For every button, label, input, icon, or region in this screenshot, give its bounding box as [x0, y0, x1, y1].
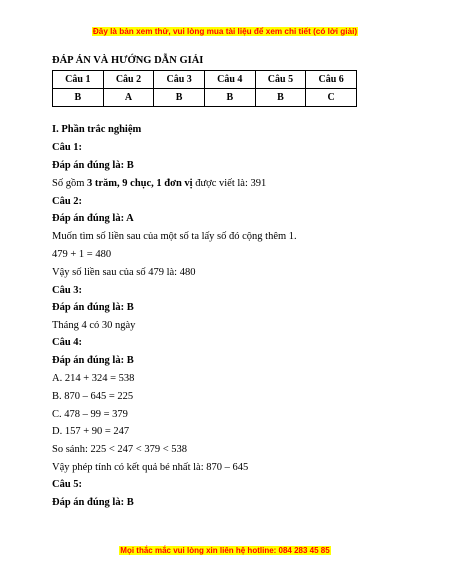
explanation-line: A. 214 + 324 = 538	[52, 373, 135, 384]
table-answer-cell: B	[53, 89, 104, 107]
explanation-line: Vậy phép tính có kết quả bé nhất là: 870 – 645	[52, 462, 249, 473]
answer-table	[52, 70, 357, 107]
explanation-line: B. 870 – 645 = 225	[52, 391, 134, 402]
explanation-line	[52, 177, 266, 190]
answer-table-header-row	[53, 71, 357, 89]
explanation-line: So sánh: 225 < 247 < 379 < 538	[52, 444, 188, 455]
explanation-line: Vậy số liền sau của số 479 là: 480	[52, 267, 196, 278]
table-header-cell: Câu 1	[53, 71, 104, 89]
correct-answer: Đáp án đúng là: A	[52, 213, 134, 224]
hotline-notice-text: Mọi thắc mắc vui lòng xin liên hệ hotline: 084 283 45 85	[120, 546, 330, 555]
table-answer-cell: A	[103, 89, 154, 107]
question-label: Câu 2:	[52, 196, 83, 207]
question-label: Câu 5:	[52, 479, 83, 490]
explanation-line: C. 478 – 99 = 379	[52, 409, 128, 420]
question-label: Câu 1:	[52, 142, 83, 153]
explanation-line: 479 + 1 = 480	[52, 249, 112, 260]
section-title: I. Phần trắc nghiệm	[52, 124, 142, 135]
preview-notice	[0, 26, 450, 37]
table-answer-cell: B	[255, 89, 306, 107]
explanation-line: Tháng 4 có 30 ngày	[52, 320, 136, 331]
answer-table-answer-row	[53, 89, 357, 107]
explanation-line: D. 157 + 90 = 247	[52, 426, 130, 437]
explanation-text: Số gồm	[52, 178, 88, 189]
question-label: Câu 4:	[52, 337, 83, 348]
document-title: ĐÁP ÁN VÀ HƯỚNG DẪN GIẢI	[52, 55, 204, 66]
table-answer-cell: B	[154, 89, 205, 107]
explanation-line: Muốn tìm số liền sau của một số ta lấy số đó cộng thêm 1.	[52, 231, 297, 242]
correct-answer: Đáp án đúng là: B	[52, 302, 134, 313]
correct-answer: Đáp án đúng là: B	[52, 355, 134, 366]
table-header-cell: Câu 5	[255, 71, 306, 89]
correct-answer: Đáp án đúng là: B	[52, 160, 134, 171]
explanation-bold-text: 3 trăm, 9 chục, 1 đơn vị	[87, 178, 193, 189]
table-answer-cell: B	[204, 89, 255, 107]
explanation-text: được viết là: 391	[192, 178, 267, 189]
table-header-cell: Câu 2	[103, 71, 154, 89]
table-answer-cell: C	[306, 89, 357, 107]
table-header-cell: Câu 6	[306, 71, 357, 89]
table-header-cell: Câu 4	[204, 71, 255, 89]
hotline-notice	[0, 545, 450, 556]
question-label: Câu 3:	[52, 285, 83, 296]
correct-answer: Đáp án đúng là: B	[52, 497, 134, 508]
preview-notice-text: Đây là bản xem thử, vui lòng mua tài liệu để xem chi tiết (có lời giải)	[92, 27, 358, 36]
table-header-cell: Câu 3	[154, 71, 205, 89]
